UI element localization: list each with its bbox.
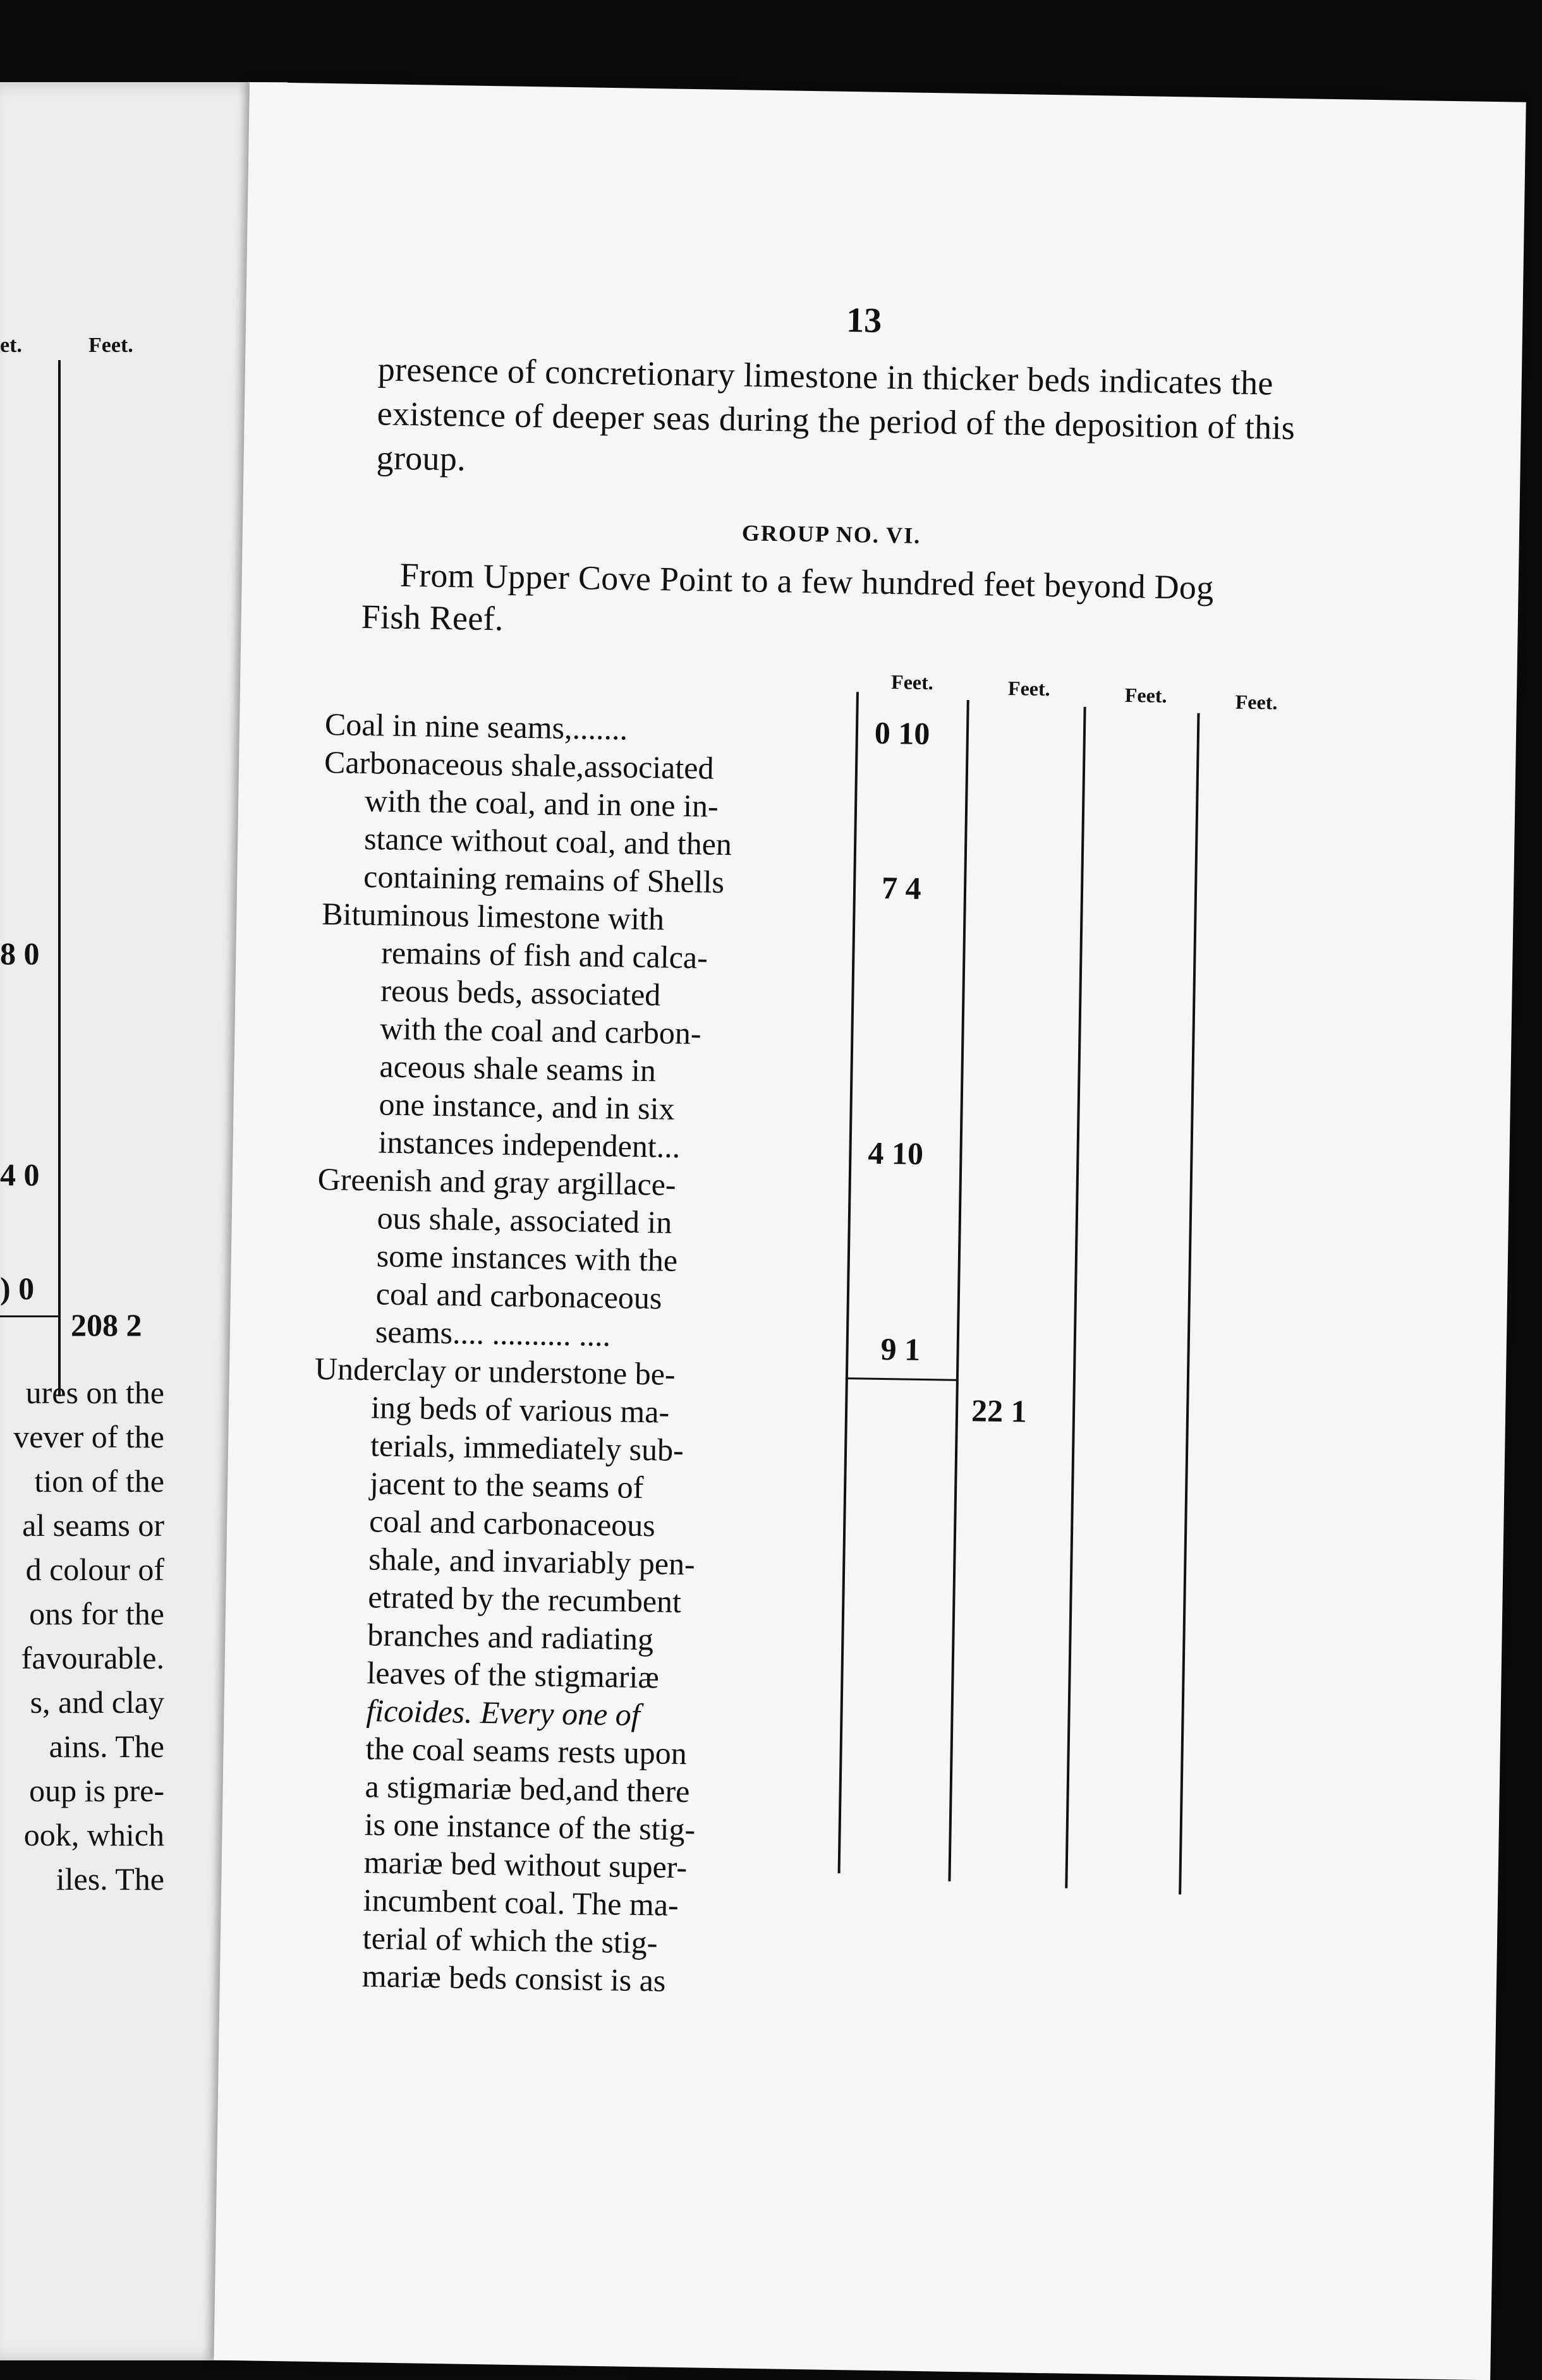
stratum-underclay-line: mariæ bed without super- (363, 1844, 688, 1885)
stratum-underclay-line: mariæ beds consist is as (361, 1958, 666, 1998)
column-header: Feet. (1235, 690, 1278, 714)
stratum-coal-value: 0 10 (874, 715, 930, 752)
left-number-2: 4 0 (0, 1157, 40, 1192)
left-total: 208 2 (71, 1307, 142, 1343)
stratum-limestone-line: Bituminous limestone with (321, 895, 665, 937)
column-header: Feet. (890, 670, 934, 694)
stratum-shale-line: with the coal, and in one in- (364, 783, 719, 824)
left-line: ures on the (25, 1375, 164, 1410)
page-13 (214, 82, 1526, 2380)
text-line: group. (376, 438, 466, 478)
left-line: iles. The (56, 1861, 164, 1897)
stratum-coal-label: Coal in nine seams,....... (324, 706, 628, 747)
stratum-limestone-line: instances independent... (378, 1124, 681, 1164)
stratum-greenish-shale-value: 9 1 (880, 1331, 921, 1367)
stratum-limestone-value: 4 10 (868, 1135, 924, 1171)
stratum-greenish-shale-line: coal and carbonaceous (375, 1276, 662, 1316)
stratum-limestone-line: one instance, and in six (379, 1086, 675, 1127)
stratum-greenish-shale-line: ous shale, associated in (377, 1200, 672, 1240)
left-line: oup is pre- (29, 1773, 164, 1808)
left-number-1: 8 0 (0, 936, 40, 971)
left-number-3: ) 0 (0, 1271, 35, 1306)
stratum-limestone-line: with the coal and carbon- (380, 1010, 702, 1051)
left-line: s, and clay (30, 1684, 164, 1720)
left-line: vever of the (13, 1419, 164, 1454)
stratum-underclay-line: coal and carbonaceous (368, 1503, 656, 1543)
column-rule (1065, 707, 1086, 1888)
stratum-underclay-line: the coal seams rests upon (365, 1731, 688, 1772)
left-line: d colour of (25, 1552, 164, 1587)
left-line: al seams or (22, 1507, 164, 1543)
stratum-limestone-line: remains of fish and calca- (380, 934, 708, 976)
left-column-rule (58, 360, 61, 1396)
text-line: Fish Reef. (361, 597, 504, 638)
column-header: Feet. (1124, 683, 1167, 707)
stratum-underclay-line: is one instance of the stig- (364, 1806, 696, 1847)
stratum-underclay-line: ing beds of various ma- (370, 1389, 670, 1430)
stratum-underclay-line: jacent to the seams of (369, 1465, 644, 1506)
stratum-limestone-line: reous beds, associated (380, 972, 661, 1013)
stratum-shale-line: containing remains of Shells (363, 858, 725, 900)
group-total-value: 22 1 (971, 1392, 1028, 1429)
stratum-underclay-line: branches and radiating (367, 1617, 654, 1657)
stratum-shale-label: Carbonaceous shale,associated (324, 744, 714, 786)
text-line: existence of deeper seas during the period of the deposition of this (377, 394, 1296, 447)
stratum-underclay-line: Underclay or understone be- (314, 1350, 676, 1392)
stratum-underclay-line: shale, and invariably pen- (368, 1541, 696, 1582)
stratum-underclay-line: ficoides. Every one of (366, 1693, 641, 1733)
left-line: favourable. (21, 1640, 164, 1676)
stratum-underclay-line: incumbent coal. The ma- (363, 1882, 679, 1923)
left-column-header-2: Feet. (88, 334, 133, 357)
stratum-shale-value: 7 4 (881, 869, 922, 906)
page-number: 13 (846, 300, 882, 341)
stratum-underclay-line: etrated by the recumbent (367, 1579, 682, 1620)
stratum-shale-line: stance without coal, and then (363, 820, 732, 862)
text-line: presence of concretionary limestone in thicker beds indicates the (377, 350, 1274, 402)
left-line: ook, which (23, 1817, 164, 1852)
column-rule (1179, 713, 1199, 1895)
column-header: Feet. (1007, 676, 1050, 701)
stratum-underclay-line: terials, immediately sub- (370, 1427, 684, 1468)
stratum-underclay-line: leaves of the stigmariæ (367, 1655, 660, 1695)
stratum-underclay-line: terial of which the stig- (362, 1920, 658, 1960)
left-line: ons for the (29, 1596, 164, 1631)
subtotal-rule (846, 1377, 958, 1381)
stratum-greenish-shale-line: some instances with the (376, 1238, 678, 1278)
column-rule (948, 700, 969, 1882)
stratum-greenish-shale-line: Greenish and gray argillace- (317, 1161, 676, 1202)
column-rule (838, 692, 859, 1873)
stratum-greenish-shale-line: seams.... .......... .... (375, 1314, 611, 1353)
stratum-underclay-line: a stigmariæ bed,and there (365, 1768, 690, 1809)
stratum-limestone-line: aceous shale seams in (379, 1048, 657, 1089)
left-line: tion of the (34, 1463, 164, 1499)
left-total-rule (0, 1315, 61, 1317)
left-column-header-1: et. (0, 334, 22, 357)
text-line: From Upper Cove Point to a few hundred feet beyond Dog (399, 555, 1215, 607)
group-heading: GROUP NO. VI. (741, 520, 921, 548)
left-line: ains. The (49, 1729, 164, 1764)
